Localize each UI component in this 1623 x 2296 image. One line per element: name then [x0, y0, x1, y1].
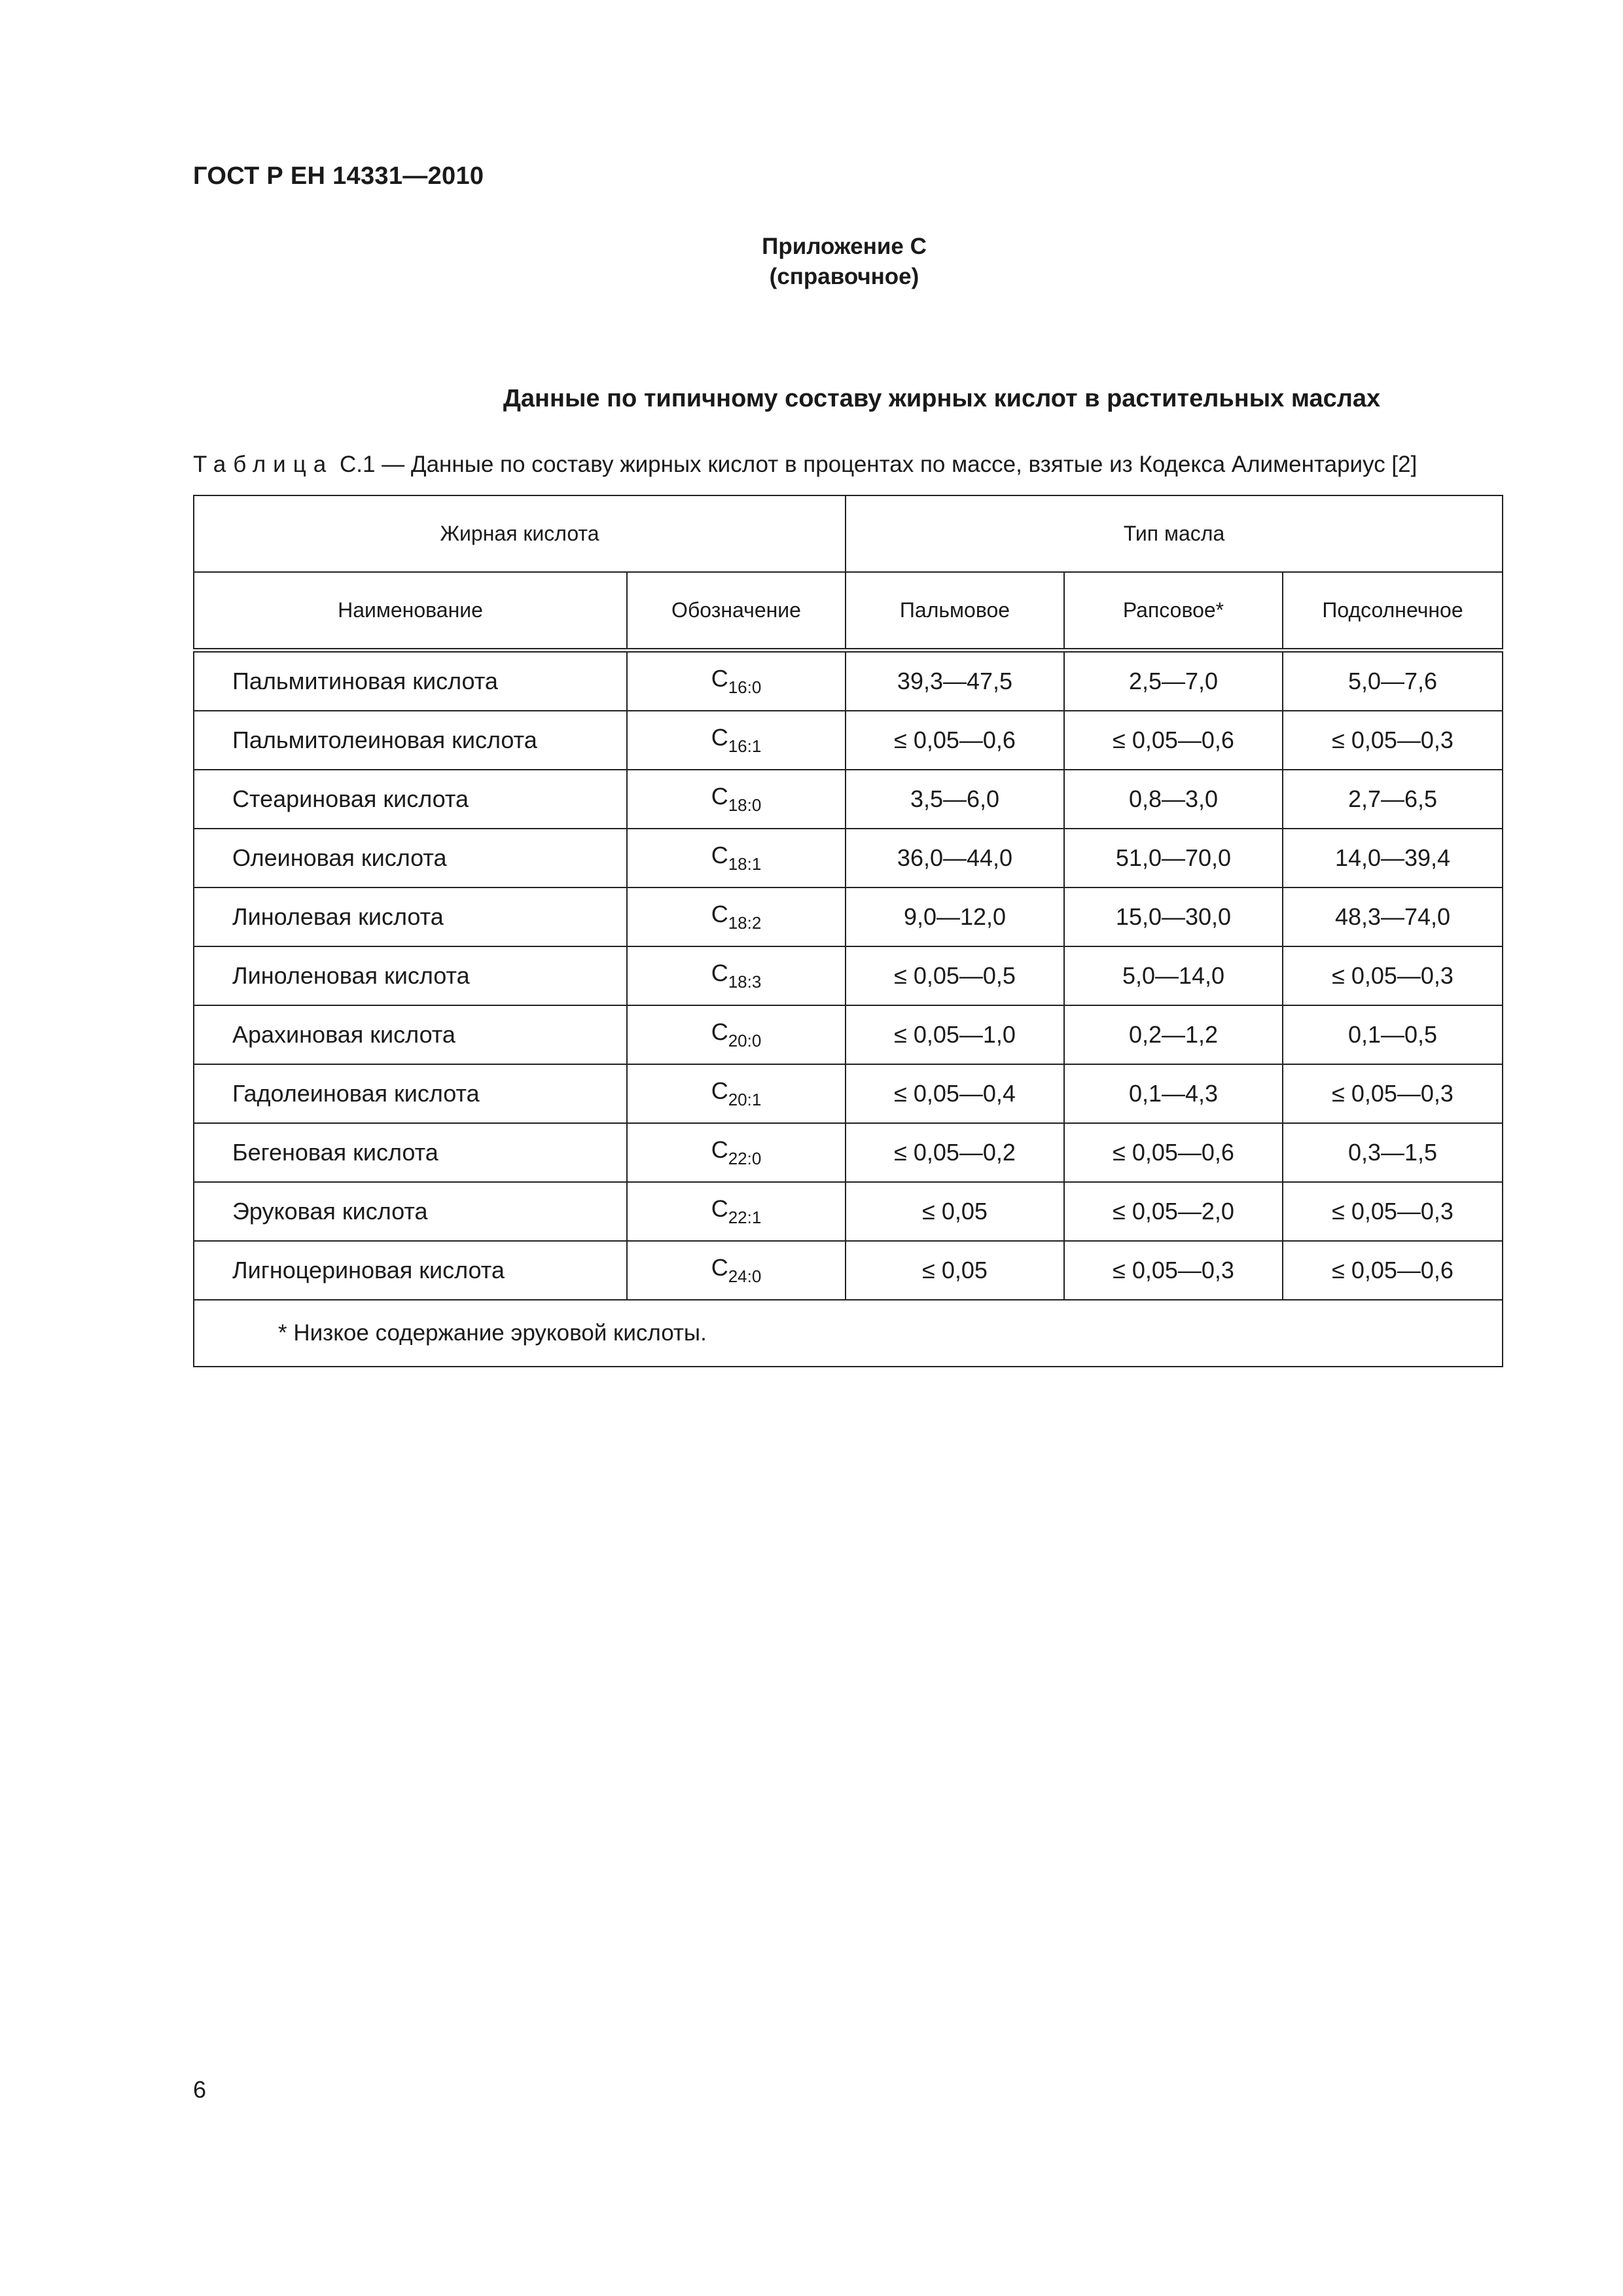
acid-code-subscript: 18:3: [728, 972, 762, 992]
rapeseed-value-cell: 0,2—1,2: [1064, 1005, 1283, 1064]
acid-code-subscript: 16:0: [728, 677, 762, 697]
rapeseed-value-cell: ≤ 0,05—0,3: [1064, 1241, 1283, 1300]
acid-name-cell: Бегеновая кислота: [194, 1123, 627, 1182]
sunflower-value-cell: 2,7—6,5: [1283, 770, 1503, 829]
sunflower-value-cell: 5,0—7,6: [1283, 651, 1503, 711]
column-header-name: Наименование: [194, 572, 627, 651]
palm-value-cell: ≤ 0,05—1,0: [846, 1005, 1064, 1064]
acid-code-cell: [627, 1241, 846, 1300]
acid-code-base: C: [711, 901, 728, 927]
acid-code-cell: [627, 770, 846, 829]
column-header-palm: Пальмовое: [846, 572, 1064, 651]
table-row: [194, 1005, 1503, 1064]
acid-name-cell: Пальмитолеиновая кислота: [194, 711, 627, 770]
palm-value-cell: 36,0—44,0: [846, 829, 1064, 888]
table-row: [194, 651, 1503, 711]
acid-code-cell: [627, 1005, 846, 1064]
palm-value-cell: ≤ 0,05—0,6: [846, 711, 1064, 770]
acid-code-base: C: [711, 1254, 728, 1281]
acid-code-cell: [627, 1182, 846, 1241]
sunflower-value-cell: 14,0—39,4: [1283, 829, 1503, 888]
appendix-type: (справочное): [769, 264, 919, 289]
acid-code-subscript: 22:0: [728, 1149, 762, 1168]
rapeseed-value-cell: ≤ 0,05—0,6: [1064, 711, 1283, 770]
acid-name-cell: Линоленовая кислота: [194, 946, 627, 1005]
acid-name-cell: Линолевая кислота: [194, 888, 627, 946]
acid-code-subscript: 18:0: [728, 795, 762, 815]
acid-code-subscript: 22:1: [728, 1208, 762, 1227]
acid-code-base: C: [711, 842, 728, 869]
acid-code-subscript: 18:2: [728, 913, 762, 933]
palm-value-cell: ≤ 0,05—0,4: [846, 1064, 1064, 1123]
table-row: [194, 888, 1503, 946]
acid-name-cell: Гадолеиновая кислота: [194, 1064, 627, 1123]
table-caption-text: С.1 — Данные по составу жирных кислот в процентах по массе, взятые из Кодекса Алиментариус [2]: [333, 452, 1418, 477]
acid-code-cell: [627, 946, 846, 1005]
table-row: [194, 1123, 1503, 1182]
table-caption: [193, 452, 1417, 478]
sunflower-value-cell: ≤ 0,05—0,6: [1283, 1241, 1503, 1300]
sunflower-value-cell: 0,1—0,5: [1283, 1005, 1503, 1064]
rapeseed-value-cell: 15,0—30,0: [1064, 888, 1283, 946]
section-title: Данные по типичному составу жирных кислот в растительных маслах: [503, 385, 1381, 412]
sunflower-value-cell: ≤ 0,05—0,3: [1283, 1182, 1503, 1241]
rapeseed-value-cell: 0,1—4,3: [1064, 1064, 1283, 1123]
sunflower-value-cell: 0,3—1,5: [1283, 1123, 1503, 1182]
table-row: [194, 946, 1503, 1005]
rapeseed-value-cell: ≤ 0,05—0,6: [1064, 1123, 1283, 1182]
acid-code-base: C: [711, 665, 728, 692]
acid-code-base: C: [711, 1195, 728, 1222]
palm-value-cell: ≤ 0,05—0,5: [846, 946, 1064, 1005]
sunflower-value-cell: ≤ 0,05—0,3: [1283, 1064, 1503, 1123]
table-row: [194, 1241, 1503, 1300]
acid-code-subscript: 20:1: [728, 1090, 762, 1109]
acid-code-cell: [627, 711, 846, 770]
sunflower-value-cell: ≤ 0,05—0,3: [1283, 711, 1503, 770]
rapeseed-value-cell: 2,5—7,0: [1064, 651, 1283, 711]
rapeseed-value-cell: ≤ 0,05—2,0: [1064, 1182, 1283, 1241]
palm-value-cell: 3,5—6,0: [846, 770, 1064, 829]
appendix-label: Приложение С: [762, 234, 927, 259]
table-body: [194, 651, 1503, 1300]
table-row: [194, 770, 1503, 829]
table-footnote: * Низкое содержание эруковой кислоты.: [194, 1300, 1503, 1367]
table-row: [194, 1064, 1503, 1123]
acid-name-cell: Олеиновая кислота: [194, 829, 627, 888]
palm-value-cell: 9,0—12,0: [846, 888, 1064, 946]
group-header-oil-type: Тип масла: [846, 495, 1503, 572]
acid-name-cell: Пальмитиновая кислота: [194, 651, 627, 711]
page-number: 6: [193, 2076, 207, 2103]
group-header-fatty-acid: Жирная кислота: [194, 495, 846, 572]
palm-value-cell: ≤ 0,05: [846, 1241, 1064, 1300]
palm-value-cell: 39,3—47,5: [846, 651, 1064, 711]
fatty-acid-table: [193, 495, 1503, 1367]
table-caption-label: Таблица: [193, 452, 334, 477]
rapeseed-value-cell: 5,0—14,0: [1064, 946, 1283, 1005]
acid-code-base: C: [711, 1018, 728, 1045]
table-row: [194, 829, 1503, 888]
acid-code-subscript: 16:1: [728, 736, 762, 756]
acid-name-cell: Эруковая кислота: [194, 1182, 627, 1241]
column-header-sunflower: Подсолнечное: [1283, 572, 1503, 651]
document-code: ГОСТ Р ЕН 14331—2010: [193, 162, 484, 190]
acid-name-cell: Стеариновая кислота: [194, 770, 627, 829]
acid-code-cell: [627, 829, 846, 888]
acid-code-subscript: 24:0: [728, 1266, 762, 1286]
column-header-rapeseed: Рапсовое*: [1064, 572, 1283, 651]
acid-code-cell: [627, 888, 846, 946]
acid-code-cell: [627, 651, 846, 711]
acid-code-base: C: [711, 1077, 728, 1104]
acid-name-cell: Лигноцериновая кислота: [194, 1241, 627, 1300]
table-row: [194, 1182, 1503, 1241]
acid-code-base: C: [711, 960, 728, 986]
rapeseed-value-cell: 0,8—3,0: [1064, 770, 1283, 829]
sunflower-value-cell: 48,3—74,0: [1283, 888, 1503, 946]
acid-code-base: C: [711, 783, 728, 810]
acid-code-base: C: [711, 724, 728, 751]
table-row: [194, 711, 1503, 770]
acid-name-cell: Арахиновая кислота: [194, 1005, 627, 1064]
rapeseed-value-cell: 51,0—70,0: [1064, 829, 1283, 888]
acid-code-cell: [627, 1123, 846, 1182]
column-header-code: Обозначение: [627, 572, 846, 651]
acid-code-base: C: [711, 1136, 728, 1163]
acid-code-subscript: 18:1: [728, 854, 762, 874]
acid-code-subscript: 20:0: [728, 1031, 762, 1050]
palm-value-cell: ≤ 0,05: [846, 1182, 1064, 1241]
palm-value-cell: ≤ 0,05—0,2: [846, 1123, 1064, 1182]
acid-code-cell: [627, 1064, 846, 1123]
sunflower-value-cell: ≤ 0,05—0,3: [1283, 946, 1503, 1005]
